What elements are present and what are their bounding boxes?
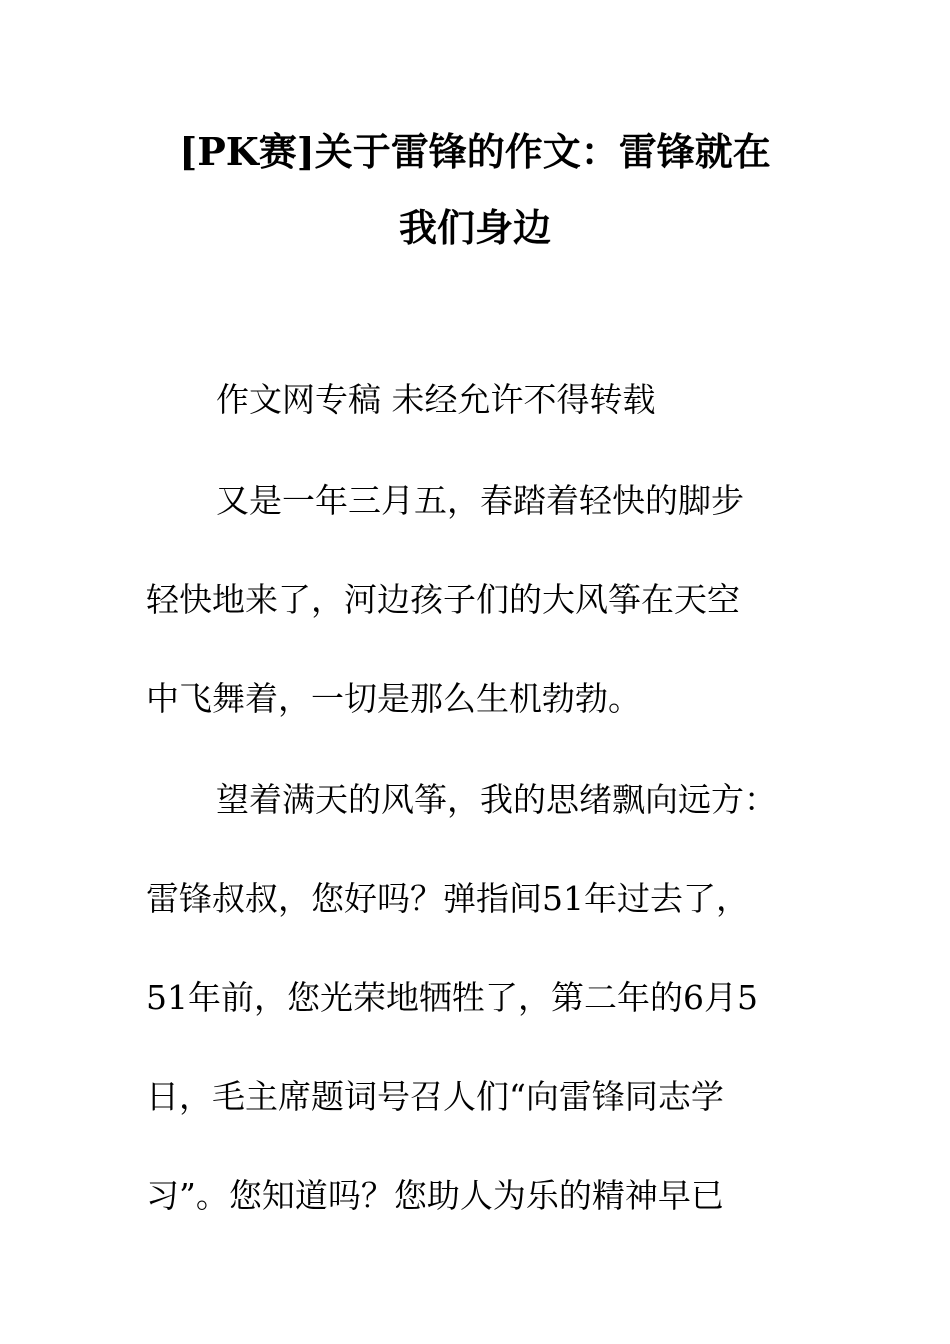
document-title-line-1: [PK赛]关于雷锋的作文：雷锋就在 — [179, 129, 771, 174]
document-title-line-2: 我们身边 — [398, 205, 551, 250]
paragraph-2-line-1: 望着满天的风筝，我的思绪飘向远方： — [216, 780, 777, 819]
copyright-notice: 作文网专稿 未经允许不得转载 — [216, 380, 656, 419]
paragraph-1-line-2: 轻快地来了，河边孩子们的大风筝在天空 — [146, 580, 740, 619]
paragraph-1-line-1: 又是一年三月五，春踏着轻快的脚步 — [216, 481, 744, 520]
paragraph-2-line-5: 习”。您知道吗？您助人为乐的精神早已 — [146, 1176, 724, 1215]
paragraph-2-line-2: 雷锋叔叔，您好吗？弹指间51年过去了， — [146, 879, 749, 918]
paragraph-1-line-3: 中飞舞着，一切是那么生机勃勃。 — [146, 679, 641, 718]
paragraph-2-line-3: 51年前，您光荣地牺牲了，第二年的6月5 — [146, 978, 758, 1017]
paragraph-2-line-4: 日，毛主席题词号召人们“向雷锋同志学 — [146, 1077, 724, 1116]
